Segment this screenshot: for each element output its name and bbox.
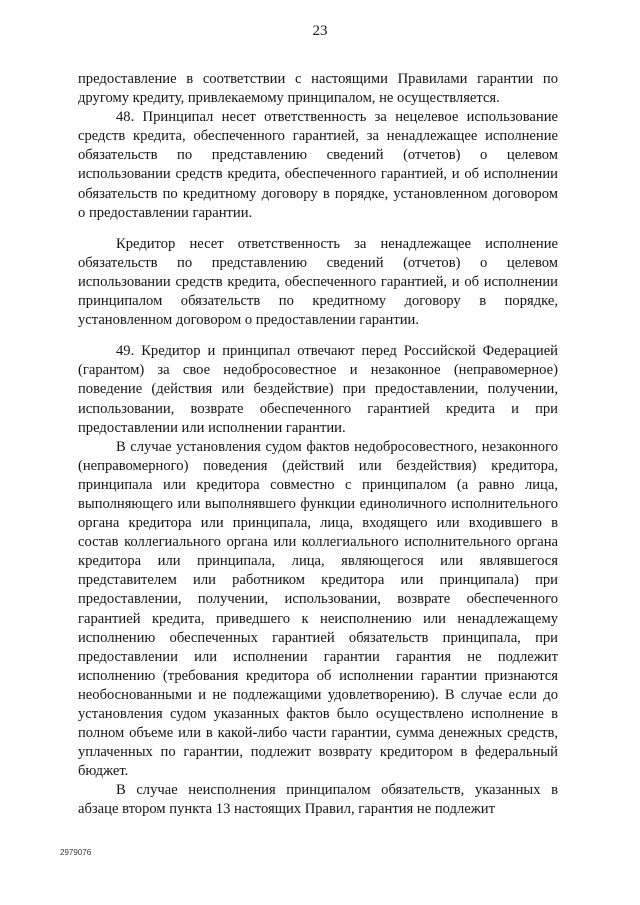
paragraph-creditor-responsibility: Кредитор несет ответственность за ненадлежащее исполнение обязательств по представлению сведений (отчетов) о целевом использовании средств кредита, обеспеченного гарантией, и об исполнении принципалом обязательств по кредитному договору в порядке, установленном договором о предоставлении гарантии. — [78, 235, 558, 329]
page-number: 23 — [312, 23, 328, 39]
paragraph-48: 48. Принципал несет ответственность за нецелевое использование средств кредита, обеспеченного гарантией, за ненадлежащее исполнение обязательств по представлению сведений (отчетов) о целевом использовании средств кредита, обеспеченного гарантией, и об исполнении обязательств по кредитному договору в порядке, установленном договором о предоставлении гарантии. — [78, 109, 558, 221]
paragraph-non-fulfillment: В случае неисполнения принципалом обязательств, указанных в абзаце втором пункта 13 настоящих Правил, гарантия не подлежит — [78, 782, 558, 818]
document-code: 2979076 — [60, 848, 92, 857]
paragraph-49: 49. Кредитор и принципал отвечают перед Российской Федерацией (гарантом) за свое недобросовестное и незаконное (неправомерное) поведение (действия или бездействие) при предоставлении, получении, использовании, возврате обеспеченного гарантией кредита и при предоставлении или исполнении гарантии. — [78, 343, 558, 436]
paragraph-continuation: предоставление в соответствии с настоящими Правилами гарантии по другому кредиту, привлекаемому принципалом, не осуществляется. — [78, 71, 558, 107]
paragraph-court-findings: В случае установления судом фактов недобросовестного, незаконного (неправомерного) поведения (действий или бездействия) кредитора, принципала или кредитора совместно с принципалом (а равно лица, выполняющего или выполнявшего функции единоличного исполнительного органа кредитора или принципала, лица, входящего или входившего в состав коллегиального органа или коллегиального исполнительного органа кредитора или принципала, лица, являющегося или являвшегося представителем или работником кредитора или принципала) при предоставлении, получении, использовании, возврате обеспеченного гарантией кредита, приведшего к неисполнению или ненадлежащему исполнению обеспеченных гарантией обязательств принципала, при предоставлении или исполнении гарантии гарантия не подлежит исполнению (требования кредитора об исполнении гарантии признаются необоснованными и не подлежащими удовлетворению). В случае если до установления судом указанных фактов было осуществлено исполнение в полном объеме или в какой-либо части гарантии, сумма денежных средств, уплаченных по гарантии, подлежит возврату кредитором в федеральный бюджет. — [78, 438, 558, 780]
document-body — [78, 70, 558, 820]
